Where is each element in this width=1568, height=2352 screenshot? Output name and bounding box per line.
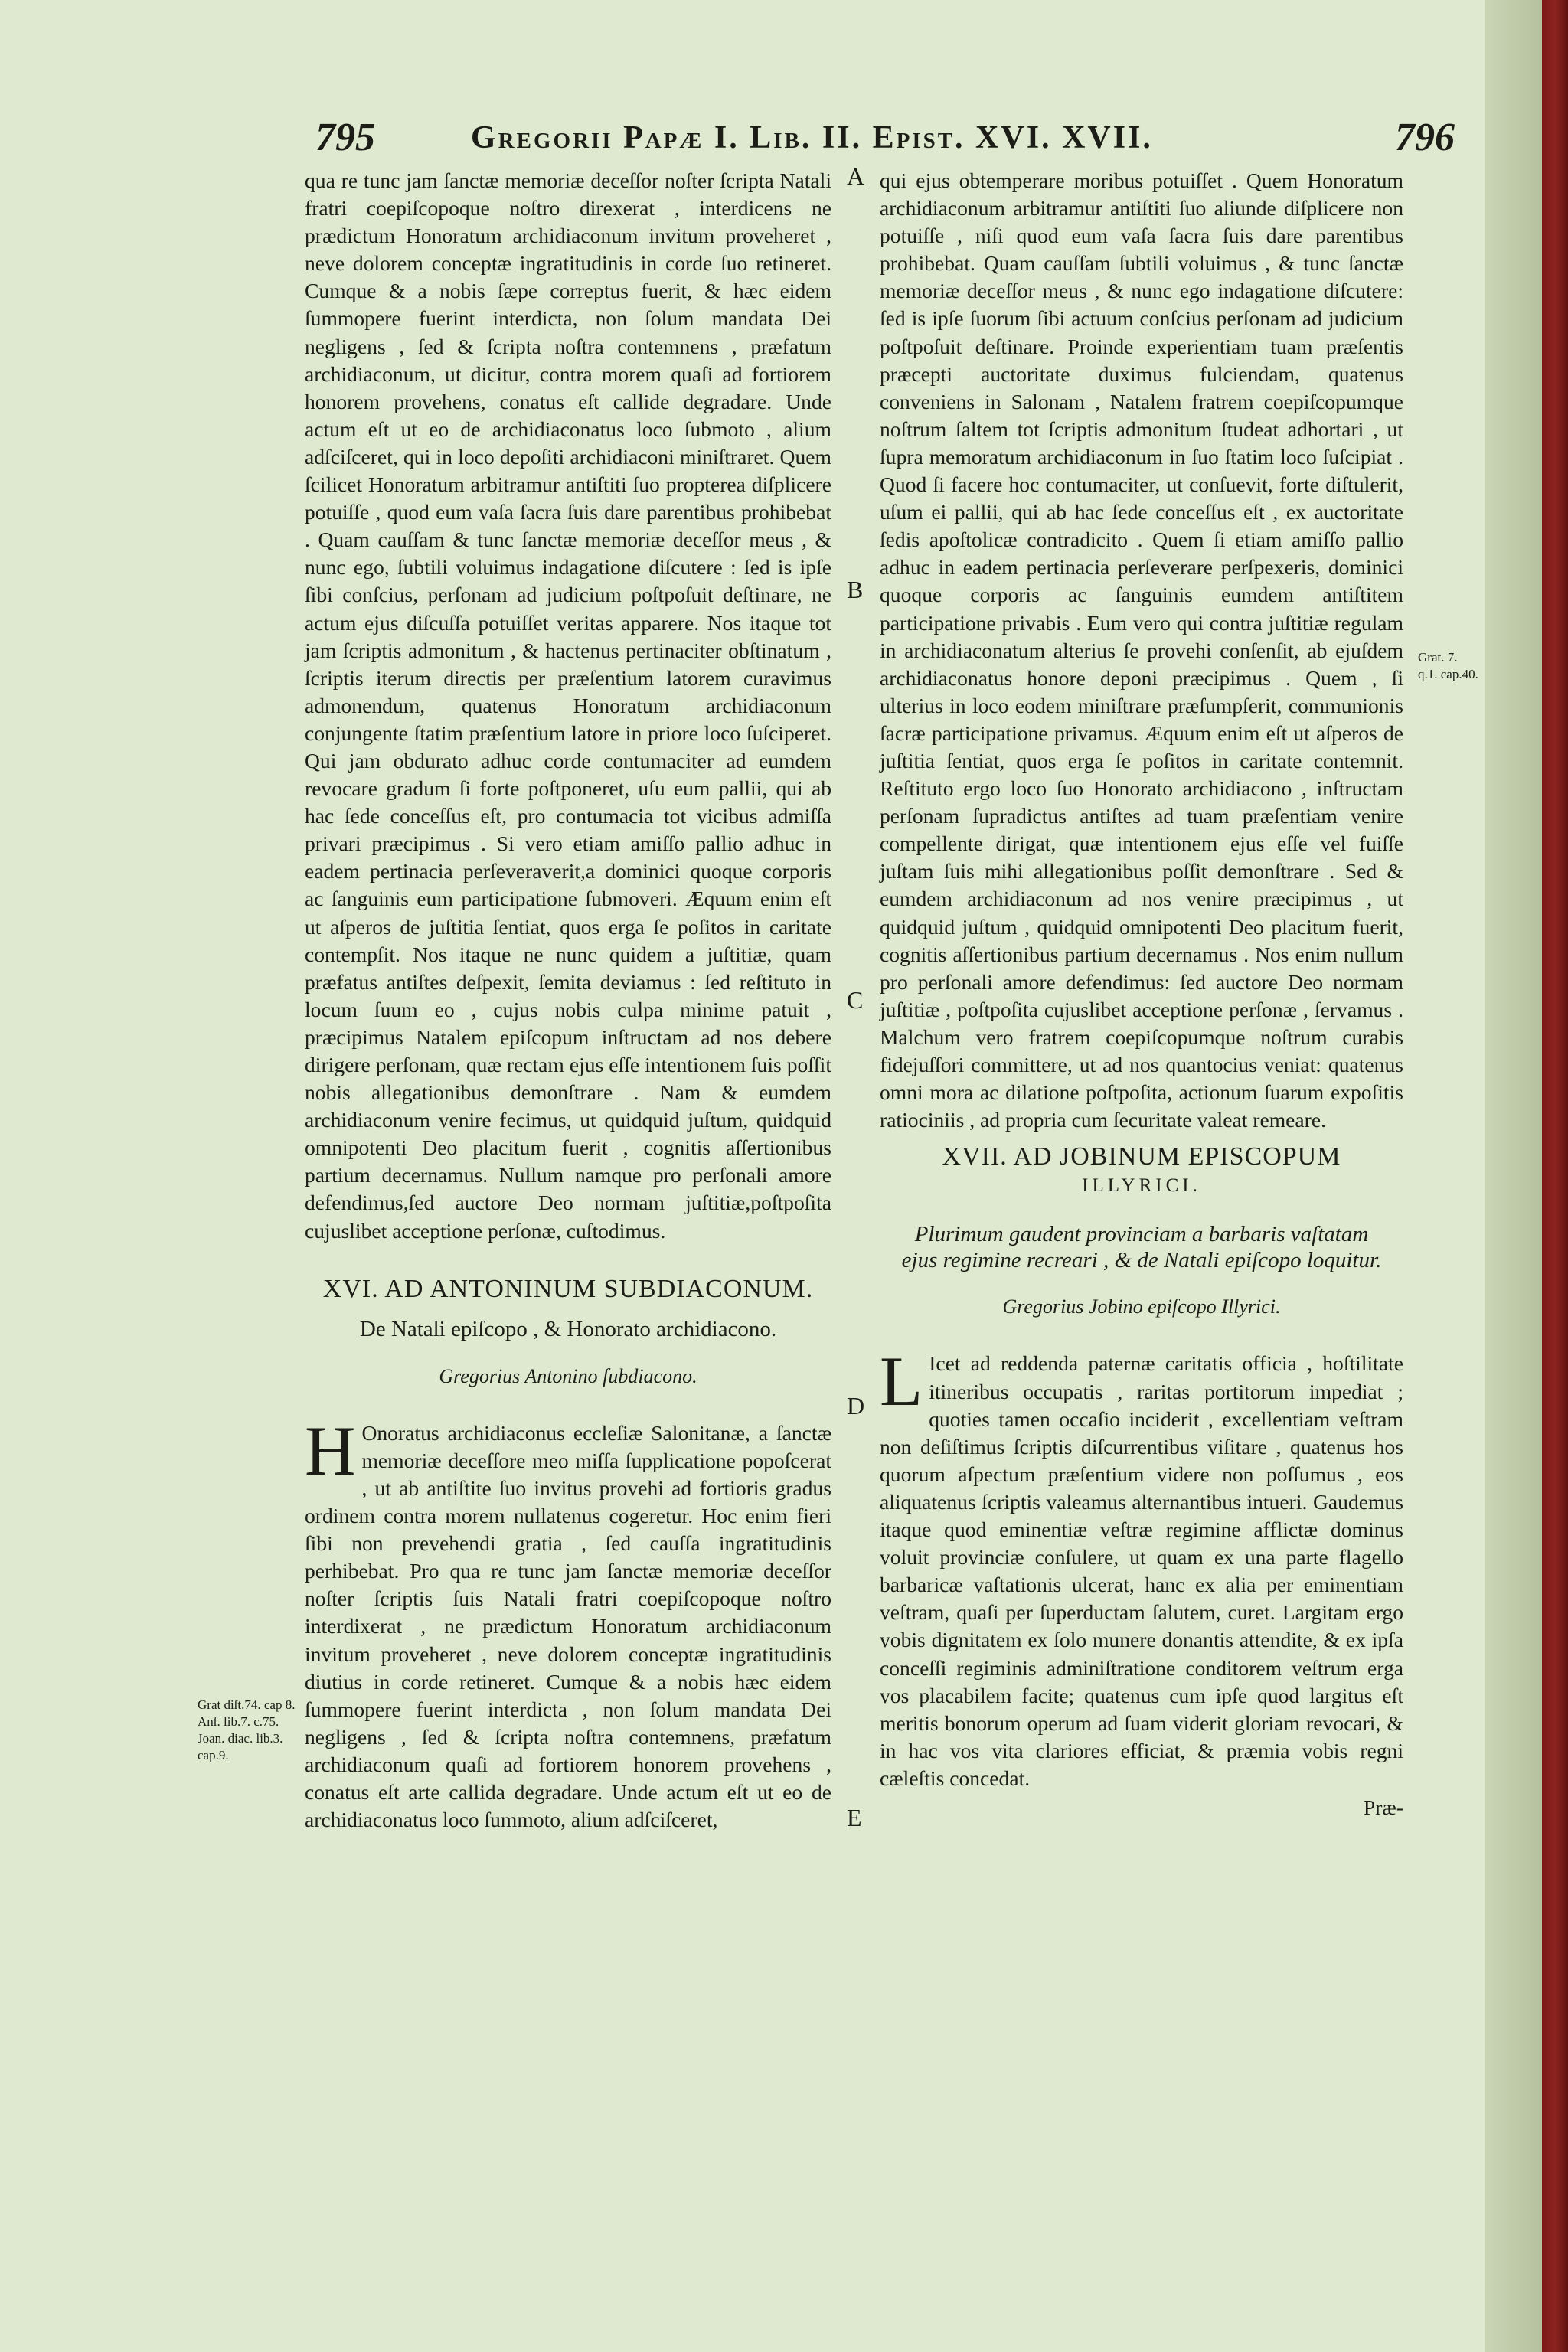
marker-d: D [847,1392,865,1419]
salutation-epistle-xvii: Gregorius Jobino epiſcopo Illyrici. [1002,1295,1281,1318]
heading-epistle-xvii-line2: ILLYRICI. [1082,1175,1201,1197]
marker-a: A [847,162,865,190]
catchword: Præ- [1363,1795,1403,1819]
book-cover-edge [1542,0,1568,2352]
right-paragraph-continued: qui ejus obtemperare moribus potuiſſet . Quem Honoratum archidiaconum arbitramur antiſtiti ſuo aliunde diſplicere non potuiſſe , niſi quod eum vaſa ſacra ſuis dare parentibus prohibebat. Quam cauſſam ſubtili voluimus , & tunc ſanctæ memoriæ deceſſor meus , & nunc ego indagatione diſcutere: ſed is ipſe ſuorum ſibi actuum conſcius perſonam ad judicium poſtpoſuit deſtinare. Proinde experientiam tuam præſentis præcepti auctoritate duximus fulciendam, quatenus conveniens in Salonam , Natalem fratrem coepiſcopumque noſtrum ſaltem tot ſcriptis admonitum ſtudeat adhortari , ut ſupra memoratum archidiaconum in ſuo ſtatim loco ſuſcipiat . Quod ſi facere hoc contumaciter, ut conſuevit, forte diſtulerit, uſum ei pallii, qui ab hac ſede conceſſus eſt , ex auctoritate ſedis apoſtolicæ contradicito . Quem ſi etiam amiſſo pallio adhuc in eadem pertinacia perſeverare perſpexeris, dominici quoque corporis ac ſanguinis eumdem antiſtitem participatione privabis . Eum vero qui contra juſtitiæ regulam in archidiaconatum alterius ſe provehi conſenſit, ab ejuſdem archidiaconatus honore deponi præcipimus . Quem , ſi ulterius in loco eodem miniſtrare præſumpſerit, communionis ſacræ participatione privamus. Æquum enim eſt ut aſperos de juſtitia ſentiat, quos erga ſe poſitos in caritate contemnit. Reſtituto ergo loco ſuo Honorato archidiacono , inſtructam perſonam ſupradictus antiſtes ad tuam præſentiam venire compellente dirigat, quæ intentionem ejus eſſe vel fuiſſe juſtam ſuis mihi allegationibus poſſit demonſtrare . Sed & eumdem archidiaconum ad nos venire præcipimus , ut quidquid juſtum , quidquid omnipotenti Deo placitum fuerit, cognitis aſſertionibus partium decernamus . Nos enim nullum pro perſonali amore defendimus: ſed auctore Deo normam juſtitiæ , poſtpoſita cujuslibet acceptione perſonæ , ſervamus . Malchum vero fratrem coepiſcopumque noſtrum curabis fidejuſſori committere, ut ad nos quantocius veniat: quatenus omni mora ac dilatione poſtpoſita, actionum ſuarum expoſitis ratiociniis , ad propria cum ſecuritate valeat remeare. [880,168,1403,1132]
epistle-xvi-text: Onoratus archidiaconus eccleſiæ Salonitanæ, a ſanctæ memoriæ deceſſore meo miſſa ſupplicatione popoſcerat , ut ab antiſtite ſuo invitus provehi ad fortioris gradus ordinem contra morem nullatenus cogeretur. Hoc enim fieri ſibi non prevehendi gratia , ſed cauſſa ingratitudinis perhibebat. Pro qua re tunc jam ſanctæ memoriæ deceſſor noſter ſcriptis ſuis Natali fratri coepiſcopoque noſtro interdixerat , ne prædictum Honoratum archidiaconum invitum proveheret , neve dolorem conceptæ ingratitudinis diutius in corde retineret. Cumque & a nobis hæc eidem ſummopere fuerint interdicta , non ſolum mandata Dei negligens , ſed & ſcripta noſtra contemnens, præfatum archidiaconum quaſi ad fortiorem honorem provehens , conatus eſt arte callida degradare. Unde actum eſt ut eo de archidiaconatus loco ſummoto, alium adſciſceret, [305,1420,831,1832]
left-column [305,167,831,1834]
left-paragraph-continued: qua re tunc jam ſanctæ memoriæ deceſſor noſter ſcripta Natali fratri coepiſcopoque noſtro direxerat , interdicens ne prædictum Honoratum archidiaconum invitum proveheret , neve dolorem conceptæ ingratitudinis in corde ſuo retineret. Cumque & a nobis ſæpe correptus fuerit, & hæc eidem ſummopere fuerint interdicta, non ſolum mandata Dei negligens , ſed & ſcripta noſtra contemnens , præfatum archidiaconum, ut dicitur, contra morem quaſi ad fortiorem honorem provehens, conatus eſt callide degradare. Unde actum eſt ut eo de archidiaconatus loco ſubmoto , alium adſciſceret, qui in loco depoſiti archidiaconi miniſtraret. Quem ſcilicet Honoratum arbitramur antiſtiti ſuo propterea diſplicere potuiſſe , quod eum vaſa ſacra ſuis dare parentibus prohibebat . Quam cauſſam & tunc ſanctæ memoriæ deceſſor meus , & nunc ego, ſubtili voluimus indagatione diſcutere : ſed is ipſe ſibi conſcius, perſonam ad judicium poſtpoſuit deſtinare, ne actum ejus diſcuſſa potuiſſet veritas apparere. Nos itaque tot jam ſcriptis admonitum , & hactenus pertinaciter obſtinatum , ſcriptis iterum directis per præſentium latorem curavimus admonendum, quatenus Honoratum archidiaconum conjungente ſtatim præſentium latore in priore loco ſuſciperet. Qui jam obdurato adhuc corde contumaciter ad eumdem revocare gradum ſi forte poſtponeret, uſu eum pallii, qui ab hac ſede conceſſus eſt, pro contumacia tot vicibus admiſſa privari præcipimus . Si vero etiam amiſſo pallio adhuc in eadem pertinacia perſeveraverit,a dominici quoque corporis ac ſanguinis eum participatione ſubmoveri. Æquum enim eſt ut aſperos de juſtitia ſentiat, quos erga ſe poſitos in caritate contempſit. Nos itaque ne nunc quidem a juſtitiæ, quam præfatus antiſtes deſpexit, ſemita deviamus : ſed reſtituto in locum ſuum eo , cujus nobis culpa minime patuit , præcipimus Natalem epiſcopum inſtructam ad nos debere dirigere perſonam, quæ rectam ejus eſſe intentionem ſuis poſſit nobis allegationibus demonſtrare . Nam & eumdem archidiaconum venire fecimus, ut quidquid juſtum, quidquid omnipotenti Deo placitum fuerit , cognitis aſſertionibus partium decernamus. Nullum namque pro perſonali amore defendimus,ſed auctore Deo normam juſtitiæ,poſtpoſita cujuslibet acceptione perſonæ, cuſtodimus. [305,168,831,1243]
marker-b: B [847,576,864,603]
marker-c: C [847,986,864,1014]
right-column [880,167,1403,1821]
epistle-xvii-text: Icet ad reddenda paternæ caritatis officia , hoſtilitate itineribus occupatis , raritas portitorum impediat ; quoties tamen occaſio inciderit , excellentiam veſtram non deſiſtimus ſcriptis diſcurrentibus viſitare , quatenus hos quorum aſpectum præſentium videre non poſſumus , eos aliquatenus ſcriptis valeamus alternantibus intueri. Gaudemus itaque quod eminentiæ veſtræ regimine afflictæ dominus voluit provinciæ conſulere, ut quam ex una parte flagello barbaricæ vaſtationis ulcerat, hanc ex alia per eminentiam veſtram, quaſi per ſuperductam ſalutem, curet. Largitam ergo vobis dignitatem ex ſolo munere donantis attendite, & ex ipſa conceſſi regiminis adminiſtratione conditorem veſtrum erga vos placabilem facite; quatenus cum ipſe quod largitus eſt meritis bonorum operum ad ſuam viderit gloriam revocari, & in hac vos vita clariores efficiat, & præmia vobis regni cæleſtis concedat. [880,1351,1403,1790]
marker-e: E [847,1804,862,1831]
dropcap-l: L [880,1342,923,1421]
argument-epistle-xvii: Plurimum gaudent provinciam a barbaris vaſtatam ejus regimine recreari , & de Natali epiſcopo loquitur. [901,1222,1382,1273]
heading-epistle-xvi: XVI. AD ANTONINUM SUBDIACONUM. [322,1274,814,1303]
margin-note-left: Grat diſt.74. cap 8. Anſ. lib.7. c.75. Joan. diac. lib.3. cap.9. [198,1697,296,1762]
running-title: Gregorii Papæ I. Lib. II. Epist. XVI. XVII. [471,120,1153,155]
page-number-right: 796 [1395,116,1455,159]
dropcap-h: H [305,1411,356,1490]
heading-epistle-xvii: XVII. AD JOBINUM EPISCOPUM [942,1142,1341,1171]
margin-note-right-1: Grat. 7. q.1. cap.40. [1418,650,1478,681]
running-header [306,115,1455,168]
salutation-epistle-xvi: Gregorius Antonino ſubdiacono. [439,1364,697,1387]
left-paragraph-xvi [305,1411,831,1834]
page-number-left: 795 [315,116,375,159]
right-paragraph-xvii [880,1342,1403,1792]
subheading-epistle-xvi: De Natali epiſcopo , & Honorato archidiacono. [359,1316,777,1341]
